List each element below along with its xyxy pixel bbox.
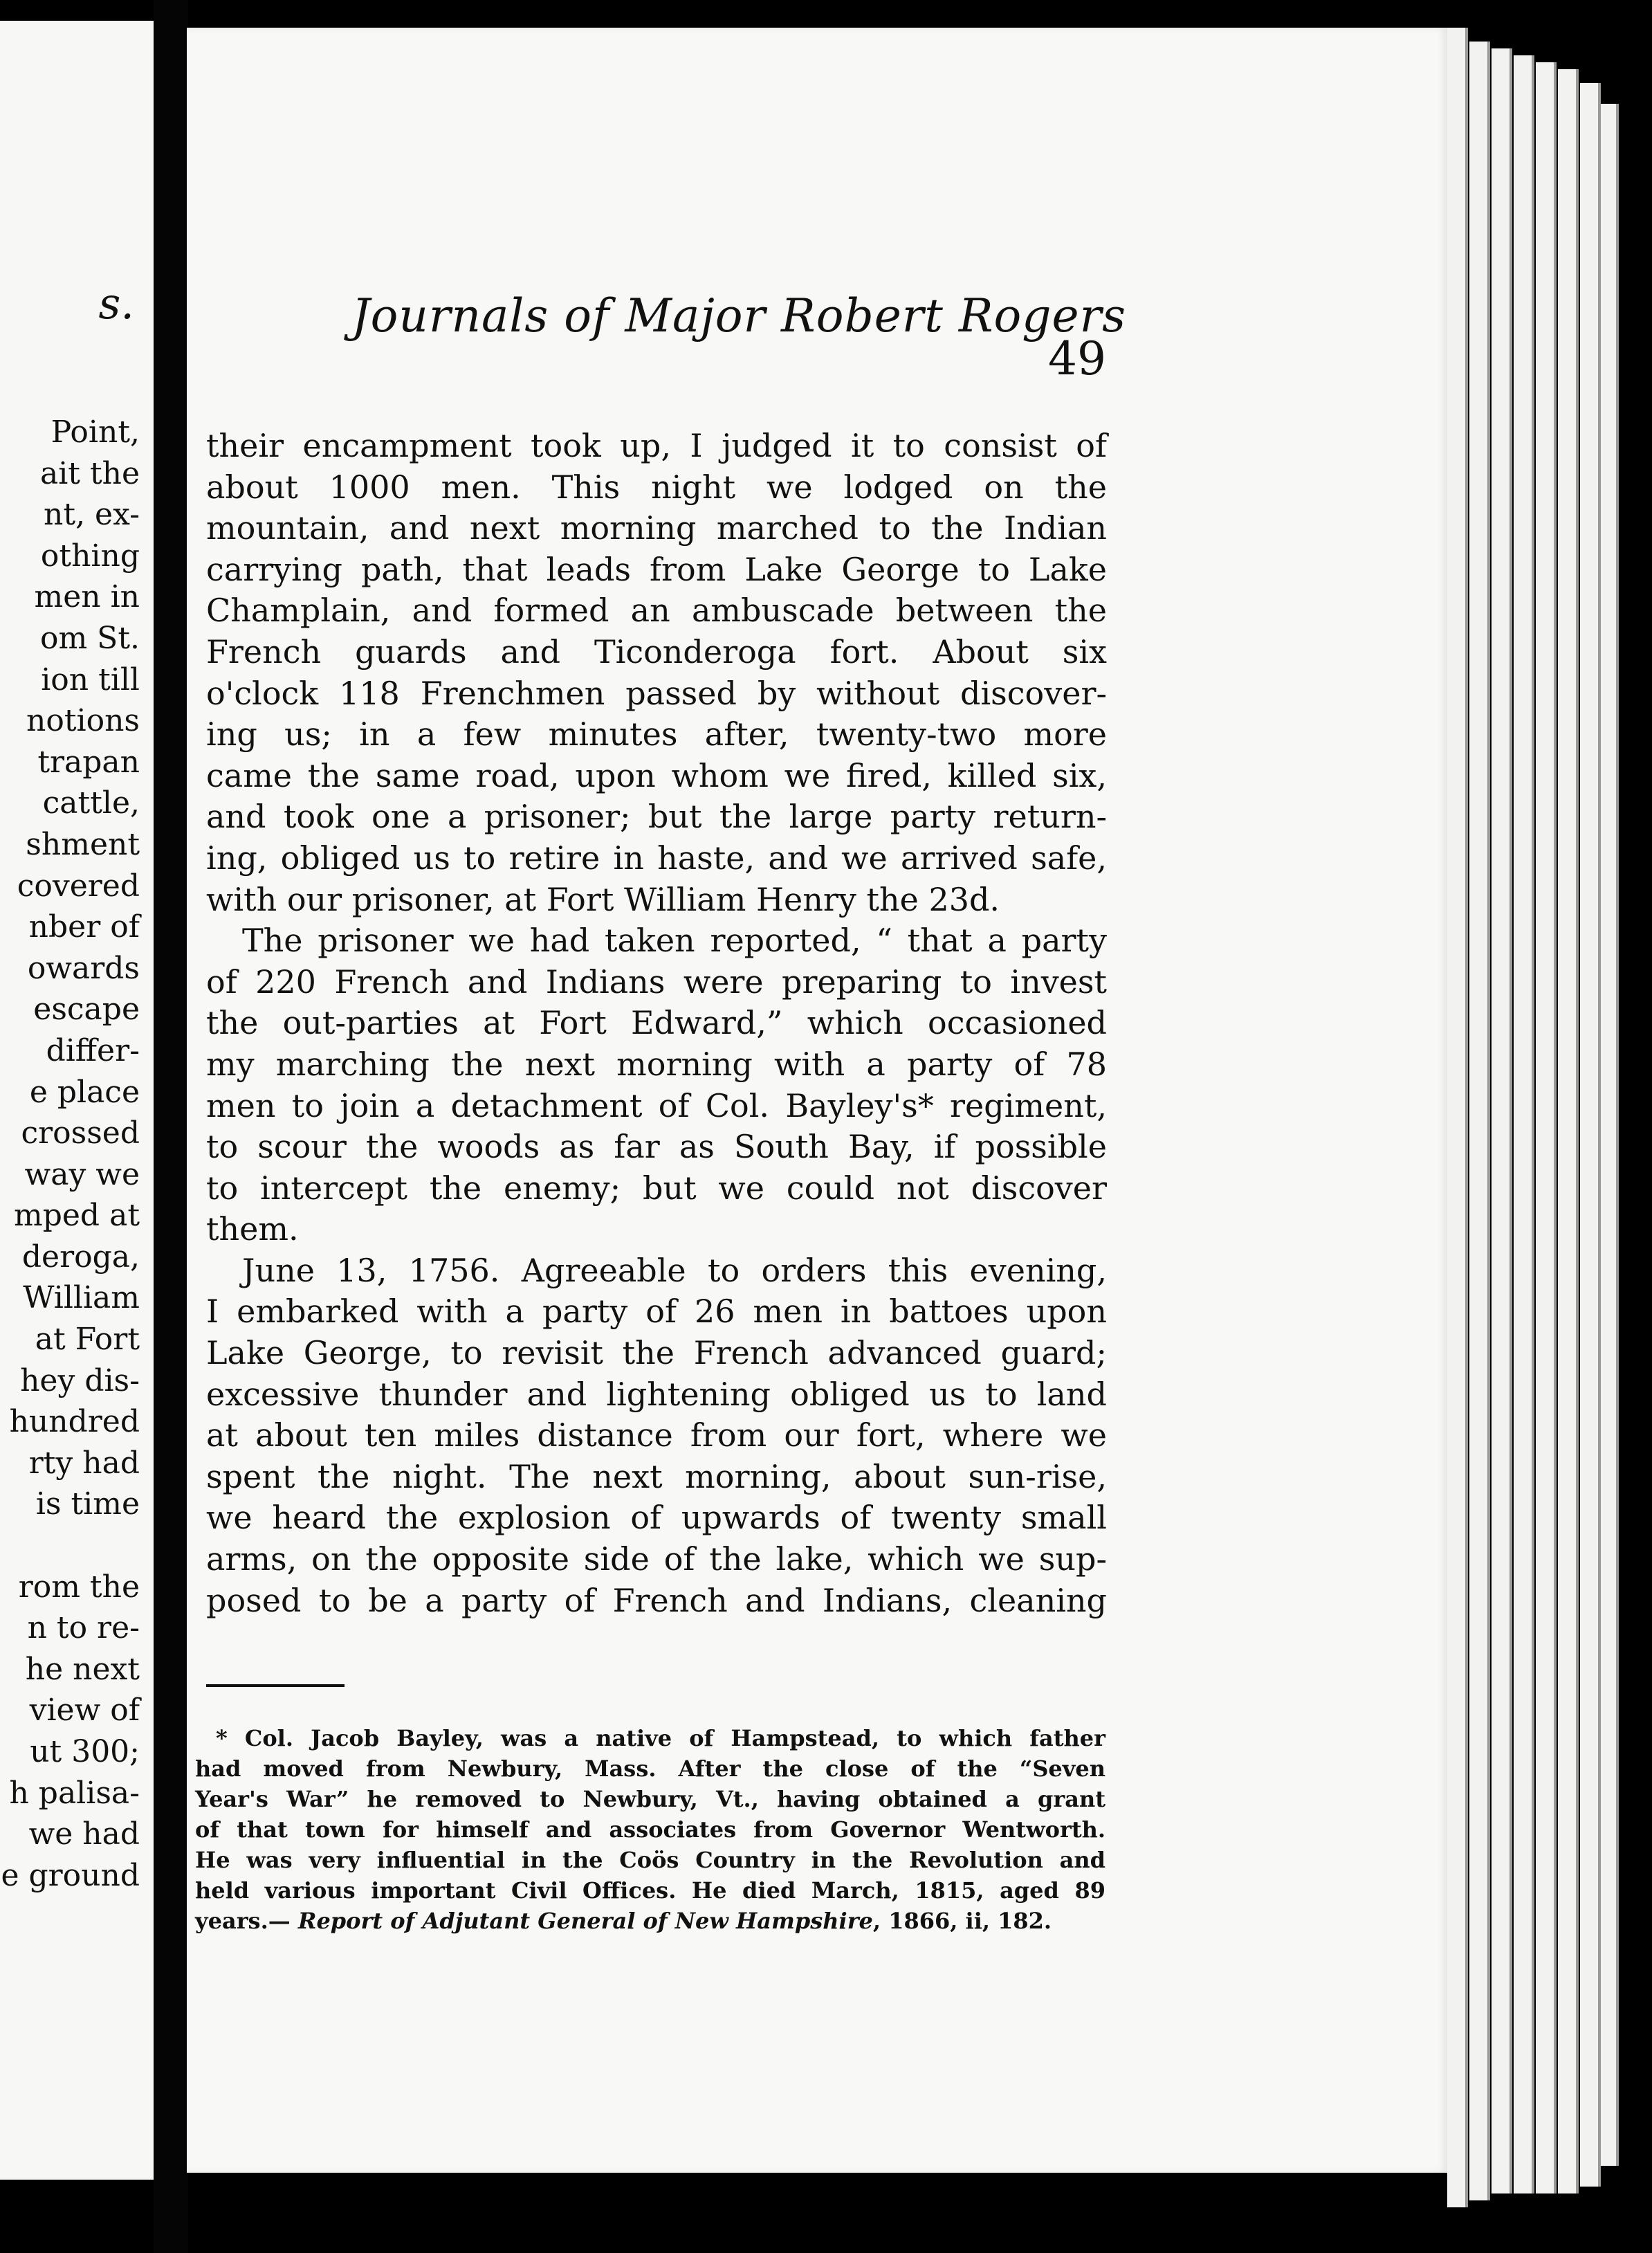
left-page-line: notions [26, 703, 140, 739]
body-line: of 220 French and Indians were preparing to invest [206, 963, 1107, 1001]
left-page-line: rom the [18, 1569, 140, 1605]
body-line: about 1000 men. This night we lodged on the [206, 468, 1107, 506]
body-line: arms, on the opposite side of the lake, which we sup- [206, 1540, 1107, 1578]
footnote-line: held various important Civil Offices. He died March, 1815, aged 89 [195, 1877, 1105, 1904]
body-line: ing, obliged us to retire in haste, and we arrived safe, [206, 839, 1107, 877]
body-line: the out-parties at Fort Edward,” which occasioned [206, 1004, 1107, 1042]
footnote-line: of that town for himself and associates from Governor Wentworth. [195, 1816, 1105, 1843]
left-page-line: Point, [51, 414, 140, 450]
page-edges [1447, 28, 1641, 2207]
left-page-line: we had [28, 1816, 140, 1852]
body-line: carrying path, that leads from Lake George to Lake [206, 550, 1107, 588]
footnote-line: * Col. Jacob Bayley, was a native of Hampstead, to which father [216, 1725, 1105, 1751]
left-page-line: differ- [46, 1032, 140, 1068]
body-line: at about ten miles distance from our fort, where we [206, 1416, 1107, 1454]
body-line: them. [206, 1210, 299, 1248]
left-page-line: trapan [37, 744, 140, 780]
left-page-line: nt, ex- [44, 497, 140, 533]
body-line: French guards and Ticonderoga fort. About six [206, 632, 1107, 671]
footnote-line: He was very influential in the Coös Country in the Revolution and [195, 1847, 1105, 1873]
page-edge [1514, 55, 1534, 2193]
body-line: and took one a prisoner; but the large party return- [206, 798, 1107, 836]
left-page-fragment [0, 21, 154, 2180]
left-page-line: mped at [14, 1198, 140, 1234]
left-page-line: deroga, [21, 1239, 140, 1275]
page-edge [1601, 104, 1619, 2166]
left-page-line: way we [24, 1156, 140, 1192]
page-edge [1469, 42, 1490, 2200]
left-page-line: at Fort [35, 1322, 140, 1358]
left-page-line: ait the [39, 455, 140, 491]
left-page-line: is time [35, 1486, 140, 1522]
left-page-line: hundred [9, 1404, 140, 1440]
left-page-line: hey dis- [20, 1362, 140, 1398]
footnote-attribution-suffix: , 1866, ii, 182. [872, 1908, 1052, 1934]
page-edge [1447, 28, 1468, 2207]
left-page-line: covered [17, 868, 140, 904]
footnote-line: Year's War” he removed to Newbury, Vt., having obtained a grant [195, 1786, 1105, 1812]
footnote-rule [206, 1684, 345, 1687]
left-page-line: h palisa- [9, 1775, 140, 1811]
body-line: posed to be a party of French and Indians, cleaning [206, 1581, 1107, 1619]
left-page-line: view of [29, 1693, 140, 1728]
footnote-source-title: Report of Adjutant General of New Hampshire [297, 1908, 873, 1934]
left-page-line: e place [29, 1074, 140, 1110]
body-line: spent the night. The next morning, about sun-rise, [206, 1457, 1107, 1495]
page-edge [1558, 69, 1579, 2193]
body-line: we heard the explosion of upwards of twenty small [206, 1499, 1107, 1537]
left-page-line [1, 1525, 140, 1567]
body-line: The prisoner we had taken reported, “ that a party [242, 922, 1107, 960]
left-page-line: ion till [41, 662, 140, 697]
page-edge [1492, 48, 1512, 2193]
left-page-line: cattle, [42, 785, 140, 821]
body-line: o'clock 118 Frenchmen passed by without discover- [206, 674, 1107, 712]
left-page-text-fragment [1, 412, 140, 1896]
book-page [187, 28, 1447, 2173]
body-line: ing us; in a few minutes after, twenty-two more [206, 715, 1107, 754]
body-line: came the same road, upon whom we fired, killed six, [206, 756, 1107, 794]
left-page-line: e ground [1, 1857, 140, 1893]
page-edge [1536, 62, 1557, 2193]
left-page-header-fragment: s. [98, 278, 134, 329]
body-line: with our prisoner, at Fort William Henry the 23d. [206, 880, 1000, 918]
left-page-line: shment [26, 826, 140, 862]
body-line: Lake George, to revisit the French advanced guard; [206, 1334, 1107, 1372]
body-line: to scour the woods as far as South Bay, if possible [206, 1128, 1107, 1166]
body-line: excessive thunder and lightening obliged us to land [206, 1375, 1107, 1413]
left-page-line: he next [25, 1651, 140, 1687]
body-line: men to join a detachment of Col. Bayley's* regiment, [206, 1086, 1107, 1124]
left-page-line: ut 300; [30, 1734, 140, 1769]
left-page-line: othing [40, 538, 140, 574]
body-line: mountain, and next morning marched to the Indian [206, 509, 1107, 547]
page-number: 49 [1048, 332, 1106, 385]
left-page-line: nber of [28, 909, 140, 945]
footnote-attribution-prefix: years.— [195, 1908, 298, 1934]
body-line: June 13, 1756. Agreeable to orders this evening, [242, 1251, 1107, 1289]
running-head: Journals of Major Robert Rogers [351, 289, 1126, 343]
body-line: to intercept the enemy; but we could not discover [206, 1169, 1107, 1207]
footnote-line: had moved from Newbury, Mass. After the close of the “Seven [195, 1755, 1105, 1782]
left-page-line: William [23, 1280, 140, 1316]
left-page-line: n to re- [27, 1610, 140, 1646]
left-page-line: rty had [28, 1445, 140, 1481]
footnote [195, 1723, 1105, 1936]
page-edge [1580, 83, 1601, 2187]
body-line: I embarked with a party of 26 men in battoes upon [206, 1293, 1107, 1331]
left-page-line: men in [34, 579, 140, 615]
book-gutter [154, 0, 188, 2253]
body-text [206, 426, 1107, 1621]
body-line: my marching the next morning with a party of 78 [206, 1045, 1107, 1083]
left-page-line: owards [27, 950, 140, 986]
footnote-line [195, 1906, 1105, 1936]
left-page-line: om St. [39, 620, 140, 656]
body-line: their encampment took up, I judged it to consist of [206, 427, 1107, 464]
body-line: Champlain, and formed an ambuscade between the [206, 592, 1107, 630]
left-page-line: escape [33, 992, 140, 1028]
left-page-line: crossed [21, 1115, 140, 1151]
